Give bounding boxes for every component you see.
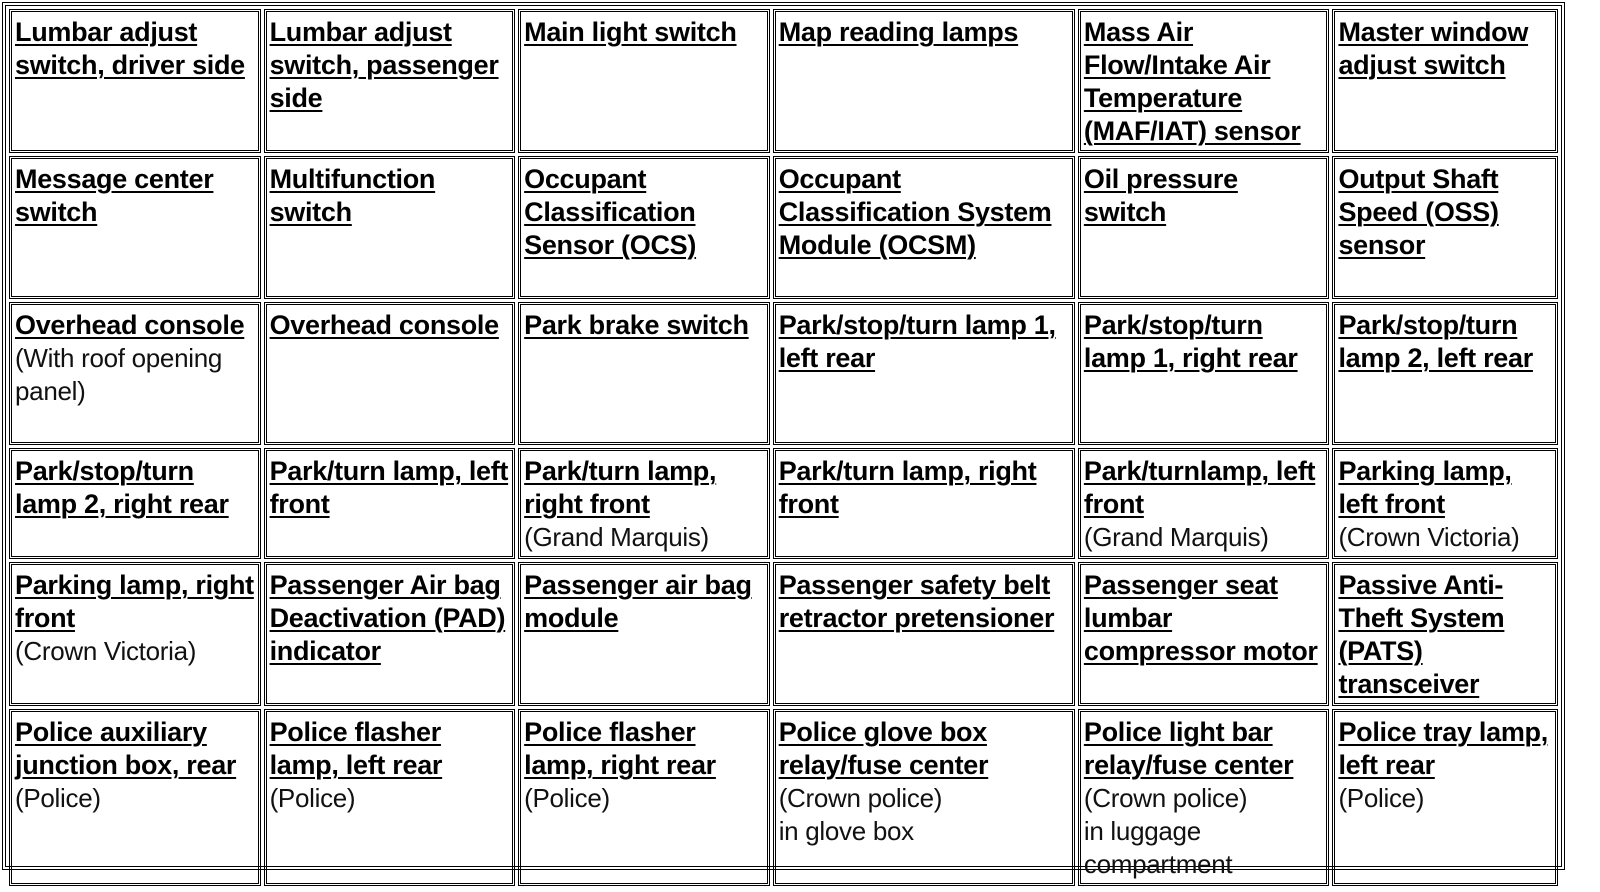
component-link[interactable]: Lumbar adjust switch, passenger side <box>269 17 499 113</box>
component-note: (Police) <box>524 783 610 813</box>
table-cell <box>1332 448 1558 559</box>
component-link[interactable]: Parking lamp, left front <box>1338 456 1512 519</box>
table-cell <box>518 302 770 445</box>
component-link[interactable]: Police flasher lamp, left rear <box>269 717 443 780</box>
table-cell <box>264 9 516 153</box>
table-cell <box>518 562 770 706</box>
component-link[interactable]: Passenger air bag module <box>524 570 752 633</box>
table-cell <box>1332 156 1558 299</box>
component-link[interactable]: Park/stop/turn lamp 2, right rear <box>15 456 229 519</box>
table-cell <box>1078 709 1330 886</box>
table-cell <box>9 302 261 445</box>
component-link[interactable]: Passenger seat lumbar compressor motor <box>1083 570 1318 666</box>
component-note: (Grand Marquis) <box>524 522 709 552</box>
component-link[interactable]: Lumbar adjust switch, driver side <box>15 17 245 80</box>
component-link[interactable]: Park/turn lamp, right front <box>778 456 1037 519</box>
table-cell <box>773 302 1075 445</box>
component-link[interactable]: Police glove box relay/fuse center <box>778 717 989 780</box>
component-link[interactable]: Passive Anti-Theft System (PATS) transceiver <box>1338 570 1505 699</box>
table-cell <box>518 448 770 559</box>
component-location-note: in luggage compartment <box>1083 816 1233 879</box>
table-cell <box>9 9 261 153</box>
component-link[interactable]: Police light bar relay/fuse center <box>1083 717 1294 780</box>
component-location-table-frame <box>2 2 1565 879</box>
component-link[interactable]: Oil pressure switch <box>1083 164 1238 227</box>
table-cell <box>9 562 261 706</box>
table-cell <box>264 562 516 706</box>
component-note: (Police) <box>15 783 101 813</box>
component-link[interactable]: Output Shaft Speed (OSS) sensor <box>1338 164 1499 260</box>
component-link[interactable]: Park brake switch <box>524 310 749 340</box>
table-cell <box>1078 562 1330 706</box>
table-row <box>9 156 1558 299</box>
component-note: (With roof opening panel) <box>15 343 223 406</box>
table-row <box>9 709 1558 886</box>
component-note: (Crown police) <box>778 783 943 813</box>
table-row <box>9 448 1558 559</box>
table-cell <box>9 709 261 886</box>
table-cell <box>518 709 770 886</box>
component-note: (Grand Marquis) <box>1083 522 1269 552</box>
component-link[interactable]: Passenger safety belt retractor pretensioner <box>778 570 1055 633</box>
component-link[interactable]: Passenger Air bag Deactivation (PAD) indicator <box>269 570 506 666</box>
table-cell <box>1078 156 1330 299</box>
component-link[interactable]: Occupant Classification Sensor (OCS) <box>524 164 697 260</box>
component-note: (Crown police) <box>1083 783 1248 813</box>
table-cell <box>9 448 261 559</box>
table-cell <box>9 156 261 299</box>
table-cell <box>1078 9 1330 153</box>
component-link[interactable]: Park/turnlamp, left front <box>1083 456 1316 519</box>
component-link[interactable]: Police tray lamp, left rear <box>1338 717 1548 780</box>
component-link[interactable]: Police flasher lamp, right rear <box>524 717 716 780</box>
component-note: (Crown Victoria) <box>15 636 197 666</box>
component-link[interactable]: Main light switch <box>524 17 737 47</box>
table-cell <box>264 156 516 299</box>
table-cell <box>264 709 516 886</box>
component-note: (Crown Victoria) <box>1338 522 1520 552</box>
table-cell <box>1332 302 1558 445</box>
component-link[interactable]: Message center switch <box>15 164 214 227</box>
table-cell <box>773 709 1075 886</box>
component-link[interactable]: Park/turn lamp, right front <box>524 456 717 519</box>
component-link[interactable]: Park/stop/turn lamp 1, right rear <box>1083 310 1298 373</box>
table-cell <box>1332 562 1558 706</box>
table-cell <box>1078 302 1330 445</box>
component-link[interactable]: Park/stop/turn lamp 1, left rear <box>778 310 1056 373</box>
table-row <box>9 562 1558 706</box>
table-cell <box>518 156 770 299</box>
component-note: (Police) <box>269 783 356 813</box>
component-location-table <box>6 6 1561 889</box>
table-cell <box>264 448 516 559</box>
component-link[interactable]: Police auxiliary junction box, rear <box>15 717 237 780</box>
table-cell <box>773 156 1075 299</box>
component-link[interactable]: Park/stop/turn lamp 2, left rear <box>1338 310 1533 373</box>
table-cell <box>1332 709 1558 886</box>
component-location-note: in glove box <box>778 816 914 846</box>
table-cell <box>264 302 516 445</box>
component-link[interactable]: Overhead console <box>15 310 245 340</box>
component-link[interactable]: Occupant Classification System Module (OCSM) <box>778 164 1052 260</box>
component-link[interactable]: Park/turn lamp, left front <box>269 456 509 519</box>
component-note: (Police) <box>1338 783 1425 813</box>
component-link[interactable]: Overhead console <box>269 310 499 340</box>
component-link[interactable]: Map reading lamps <box>778 17 1019 47</box>
component-link[interactable]: Master window adjust switch <box>1338 17 1529 80</box>
table-cell <box>518 9 770 153</box>
table-cell <box>773 448 1075 559</box>
table-body <box>9 9 1558 886</box>
table-cell <box>773 9 1075 153</box>
component-link[interactable]: Mass Air Flow/Intake Air Temperature (MAF/IAT) sensor <box>1083 17 1301 146</box>
table-row <box>9 9 1558 153</box>
table-row <box>9 302 1558 445</box>
component-link[interactable]: Parking lamp, right front <box>15 570 254 633</box>
table-cell <box>773 562 1075 706</box>
table-cell <box>1332 9 1558 153</box>
component-link[interactable]: Multifunction switch <box>269 164 436 227</box>
table-cell <box>1078 448 1330 559</box>
